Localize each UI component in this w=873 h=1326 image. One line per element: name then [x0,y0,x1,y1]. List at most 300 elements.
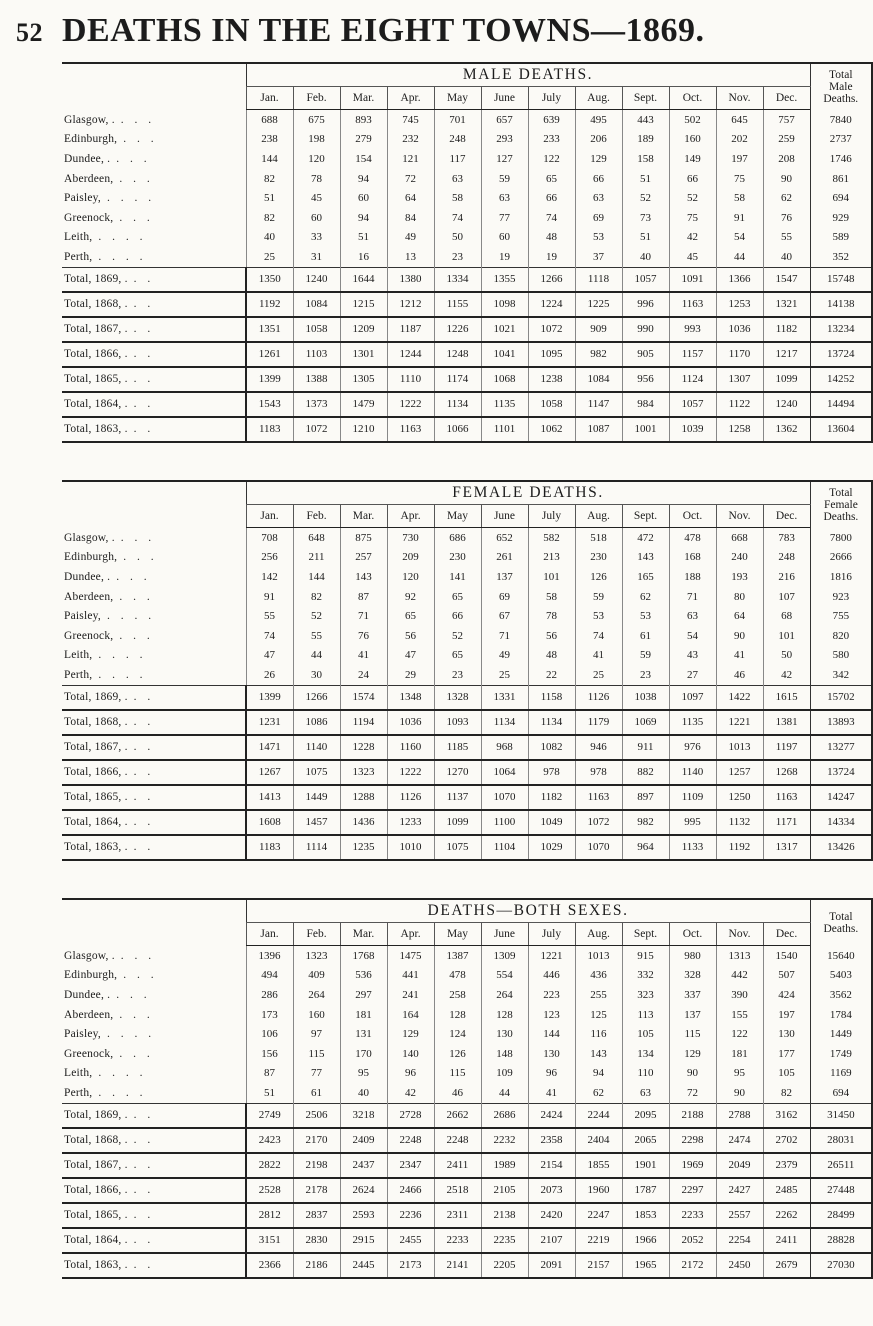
year-total-row [62,392,872,417]
month-value-cell: 67 [481,606,528,626]
month-value-cell: 82 [293,587,340,607]
month-value-cell: 2107 [528,1228,575,1253]
total-header-line: Male [828,80,853,93]
month-value-cell: 1087 [575,417,622,442]
month-value-cell: 1058 [528,392,575,417]
leader-dots: . . [133,323,155,336]
month-value-cell: 23 [434,665,481,685]
month-value-cell: 978 [575,760,622,785]
month-value-cell: 1010 [387,835,434,860]
row-label [62,710,246,735]
town-row [62,130,872,150]
month-value-cell: 155 [716,1005,763,1025]
leader-dots: . . . . [98,1086,147,1099]
month-value-cell: 248 [763,548,810,568]
row-total-cell: 929 [810,208,872,228]
year-total-row [62,1228,872,1253]
month-value-cell: 1305 [340,367,387,392]
month-value-cell: 1134 [481,710,528,735]
row-label-text: Total, 1866, . [64,766,128,779]
month-header: Nov. [716,505,763,528]
month-value-cell: 1240 [763,392,810,417]
month-value-cell: 1901 [622,1153,669,1178]
month-value-cell: 1171 [763,810,810,835]
month-value-cell: 1387 [434,946,481,966]
month-value-cell: 25 [246,247,293,267]
month-value-cell: 502 [669,110,716,130]
month-value-cell: 478 [669,528,716,548]
month-value-cell: 1069 [622,710,669,735]
month-value-cell: 142 [246,567,293,587]
row-label [62,1228,246,1253]
month-value-cell: 688 [246,110,293,130]
row-label-text: Total, 1867, . [64,1159,128,1172]
town-row [62,665,872,685]
month-value-cell: 1248 [434,342,481,367]
month-value-cell: 1540 [763,946,810,966]
month-value-cell: 1479 [340,392,387,417]
month-value-cell: 1075 [434,835,481,860]
month-value-cell: 1966 [622,1228,669,1253]
month-value-cell: 1226 [434,317,481,342]
month-value-cell: 48 [528,228,575,248]
month-value-cell: 123 [528,1005,575,1025]
month-header: Jan. [246,87,293,110]
month-value-cell: 1086 [293,710,340,735]
row-total-cell: 13426 [810,835,872,860]
month-value-cell: 409 [293,966,340,986]
row-label [62,1044,246,1064]
month-value-cell: 56 [387,626,434,646]
month-header: Nov. [716,87,763,110]
row-total-cell: 13277 [810,735,872,760]
month-value-cell: 90 [716,1083,763,1103]
total-column-header [810,899,872,946]
row-label-text: Dundee, . [64,152,111,165]
month-value-cell: 1644 [340,267,387,292]
month-value-cell: 91 [246,587,293,607]
row-label [62,735,246,760]
month-value-cell: 82 [763,1083,810,1103]
leader-dots: . . [133,1234,155,1247]
month-value-cell: 1183 [246,835,293,860]
month-value-cell: 1396 [246,946,293,966]
month-value-cell: 42 [763,665,810,685]
year-total-row [62,1203,872,1228]
month-value-cell: 1960 [575,1178,622,1203]
row-label [62,606,246,626]
month-value-cell: 75 [669,208,716,228]
month-value-cell: 137 [669,1005,716,1025]
row-total-cell: 27448 [810,1178,872,1203]
month-value-cell: 1182 [528,785,575,810]
month-value-cell: 19 [528,247,575,267]
month-value-cell: 101 [763,626,810,646]
page-title [16,12,786,50]
month-value-cell: 980 [669,946,716,966]
month-value-cell: 2837 [293,1203,340,1228]
table-title: FEMALE DEATHS. [246,481,810,505]
row-label-text: Aberdeen, [64,590,114,603]
month-value-cell: 1301 [340,342,387,367]
leader-dots: . . [133,791,155,804]
month-value-cell: 40 [763,247,810,267]
month-header: June [481,87,528,110]
month-value-cell: 2248 [387,1128,434,1153]
month-header: Mar. [340,505,387,528]
leader-dots: . . [133,1134,155,1147]
month-value-cell: 230 [434,548,481,568]
month-value-cell: 1155 [434,292,481,317]
month-value-cell: 1413 [246,785,293,810]
month-value-cell: 202 [716,130,763,150]
month-value-cell: 1267 [246,760,293,785]
month-value-cell: 507 [763,966,810,986]
month-value-cell: 968 [481,735,528,760]
month-value-cell: 134 [622,1044,669,1064]
month-value-cell: 2557 [716,1203,763,1228]
month-value-cell: 63 [622,1083,669,1103]
month-value-cell: 40 [622,247,669,267]
month-value-cell: 258 [434,985,481,1005]
year-total-row [62,1253,872,1278]
row-label [62,1203,246,1228]
month-value-cell: 116 [575,1024,622,1044]
month-value-cell: 197 [716,149,763,169]
month-value-cell: 909 [575,317,622,342]
year-total-row [62,317,872,342]
month-value-cell: 976 [669,735,716,760]
month-value-cell: 2141 [434,1253,481,1278]
month-value-cell: 2311 [434,1203,481,1228]
row-label [62,1083,246,1103]
month-value-cell: 1137 [434,785,481,810]
month-value-cell: 164 [387,1005,434,1025]
month-value-cell: 2173 [387,1253,434,1278]
month-value-cell: 1233 [387,810,434,835]
month-value-cell: 2466 [387,1178,434,1203]
month-value-cell: 2247 [575,1203,622,1228]
month-value-cell: 124 [434,1024,481,1044]
month-value-cell: 60 [293,208,340,228]
month-value-cell: 181 [340,1005,387,1025]
month-value-cell: 107 [763,587,810,607]
month-value-cell: 1124 [669,367,716,392]
town-row [62,548,872,568]
month-value-cell: 1266 [528,267,575,292]
month-value-cell: 652 [481,528,528,548]
row-label-text: Perth, [64,1086,93,1099]
row-total-cell: 589 [810,228,872,248]
month-value-cell: 1099 [434,810,481,835]
town-row [62,626,872,646]
month-value-cell: 1853 [622,1203,669,1228]
month-value-cell: 120 [387,567,434,587]
month-header: May [434,923,481,946]
month-value-cell: 3218 [340,1103,387,1128]
month-header: Dec. [763,87,810,110]
row-label-text: Total, 1869, . [64,691,128,704]
row-label [62,367,246,392]
month-value-cell: 59 [575,587,622,607]
month-value-cell: 96 [528,1064,575,1084]
month-value-cell: 61 [293,1083,340,1103]
month-value-cell: 1001 [622,417,669,442]
month-value-cell: 65 [387,606,434,626]
month-value-cell: 197 [763,1005,810,1025]
month-value-cell: 1222 [387,760,434,785]
month-value-cell: 1235 [340,835,387,860]
month-value-cell: 1066 [434,417,481,442]
month-value-cell: 436 [575,966,622,986]
year-total-row [62,760,872,785]
month-value-cell: 64 [716,606,763,626]
month-value-cell: 130 [763,1024,810,1044]
month-value-cell: 63 [434,169,481,189]
leader-dots: . . . . [106,192,156,205]
row-total-cell: 861 [810,169,872,189]
month-header: Jan. [246,505,293,528]
month-value-cell: 1084 [575,367,622,392]
month-value-cell: 1114 [293,835,340,860]
row-label [62,188,246,208]
month-value-cell: 160 [293,1005,340,1025]
month-value-cell: 1103 [293,342,340,367]
month-value-cell: 2679 [763,1253,810,1278]
month-value-cell: 95 [340,1064,387,1084]
town-row [62,1064,872,1084]
month-header: Apr. [387,923,434,946]
leader-dots: . . . [119,172,154,185]
month-value-cell: 1126 [575,685,622,710]
row-label-text: Glasgow, . [64,113,115,126]
month-value-cell: 1436 [340,810,387,835]
month-value-cell: 2233 [669,1203,716,1228]
month-value-cell: 40 [246,228,293,248]
leader-dots: . . . . [98,231,147,244]
month-value-cell: 645 [716,110,763,130]
month-value-cell: 443 [622,110,669,130]
month-value-cell: 75 [716,169,763,189]
row-label-text: Total, 1869, . [64,1109,128,1122]
month-value-cell: 238 [246,130,293,150]
row-total-cell: 580 [810,646,872,666]
row-label-text: Leith, [64,1067,93,1080]
month-value-cell: 52 [622,188,669,208]
month-value-cell: 122 [716,1024,763,1044]
month-value-cell: 2138 [481,1203,528,1228]
month-value-cell: 996 [622,292,669,317]
month-header: July [528,505,575,528]
month-value-cell: 3151 [246,1228,293,1253]
deaths-table [62,898,873,1279]
month-value-cell: 72 [387,169,434,189]
town-row [62,1005,872,1025]
month-value-cell: 44 [716,247,763,267]
month-value-cell: 1209 [340,317,387,342]
row-label [62,1064,246,1084]
month-header: Aug. [575,87,622,110]
row-label-text: Greenock, [64,1047,114,1060]
month-value-cell: 177 [763,1044,810,1064]
month-value-cell: 2188 [669,1103,716,1128]
month-value-cell: 494 [246,966,293,986]
month-value-cell: 1221 [528,946,575,966]
month-value-cell: 25 [575,665,622,685]
month-value-cell: 2095 [622,1103,669,1128]
month-value-cell: 198 [293,130,340,150]
month-value-cell: 255 [575,985,622,1005]
row-label [62,208,246,228]
month-value-cell: 115 [434,1064,481,1084]
month-value-cell: 40 [340,1083,387,1103]
row-total-cell: 27030 [810,1253,872,1278]
month-value-cell: 2073 [528,1178,575,1203]
row-label [62,567,246,587]
town-row [62,606,872,626]
month-value-cell: 101 [528,567,575,587]
month-value-cell: 1187 [387,317,434,342]
month-value-cell: 1307 [716,367,763,392]
month-value-cell: 233 [528,130,575,150]
month-value-cell: 1399 [246,367,293,392]
month-value-cell: 2424 [528,1103,575,1128]
month-value-cell: 2411 [763,1228,810,1253]
row-label [62,292,246,317]
month-value-cell: 1072 [293,417,340,442]
month-value-cell: 170 [340,1044,387,1064]
row-total-cell: 7800 [810,528,872,548]
month-value-cell: 2528 [246,1178,293,1203]
month-value-cell: 2052 [669,1228,716,1253]
town-row [62,1083,872,1103]
month-header: May [434,505,481,528]
month-value-cell: 66 [434,606,481,626]
month-value-cell: 1608 [246,810,293,835]
month-value-cell: 129 [387,1024,434,1044]
deaths-table [62,62,873,443]
month-value-cell: 2686 [481,1103,528,1128]
month-value-cell: 78 [528,606,575,626]
month-value-cell: 37 [575,247,622,267]
month-value-cell: 2049 [716,1153,763,1178]
month-value-cell: 58 [716,188,763,208]
town-row [62,228,872,248]
month-value-cell: 41 [528,1083,575,1103]
month-value-cell: 216 [763,567,810,587]
month-header: Aug. [575,923,622,946]
month-value-cell: 1855 [575,1153,622,1178]
month-value-cell: 94 [340,169,387,189]
total-header-line: Female [823,498,858,511]
month-value-cell: 1253 [716,292,763,317]
month-value-cell: 2232 [481,1128,528,1153]
row-label [62,548,246,568]
month-header: Feb. [293,923,340,946]
month-value-cell: 1170 [716,342,763,367]
month-value-cell: 1380 [387,267,434,292]
month-value-cell: 441 [387,966,434,986]
total-header-line: Total [829,910,853,923]
month-value-cell: 51 [246,188,293,208]
month-value-cell: 1036 [716,317,763,342]
row-label [62,110,246,130]
month-value-cell: 2186 [293,1253,340,1278]
month-value-cell: 1084 [293,292,340,317]
row-label [62,1005,246,1025]
month-value-cell: 58 [528,587,575,607]
month-value-cell: 1091 [669,267,716,292]
town-row [62,149,872,169]
month-value-cell: 90 [716,626,763,646]
leader-dots: . . . [119,1047,154,1060]
month-value-cell: 582 [528,528,575,548]
row-total-cell: 28031 [810,1128,872,1153]
month-value-cell: 264 [481,985,528,1005]
month-value-cell: 1158 [528,685,575,710]
row-label [62,685,246,710]
month-value-cell: 1574 [340,685,387,710]
row-label-text: Total, 1863, . [64,1259,128,1272]
total-header-line: Total [829,68,853,81]
month-value-cell: 56 [528,626,575,646]
row-total-cell: 923 [810,587,872,607]
month-value-cell: 1135 [481,392,528,417]
month-value-cell: 1615 [763,685,810,710]
leader-dots: . . [133,1259,155,1272]
leader-dots: . . . [120,949,156,962]
month-value-cell: 1355 [481,267,528,292]
month-value-cell: 1965 [622,1253,669,1278]
month-value-cell: 1313 [716,946,763,966]
month-value-cell: 730 [387,528,434,548]
row-label-text: Total, 1865, . [64,373,128,386]
row-total-cell: 694 [810,1083,872,1103]
female-deaths-table [62,480,859,861]
month-value-cell: 1099 [763,367,810,392]
row-label-text: Paisley, [64,610,101,623]
total-header-line: Deaths. [823,510,859,523]
row-total-cell: 13234 [810,317,872,342]
month-value-cell: 1266 [293,685,340,710]
month-value-cell: 1231 [246,710,293,735]
row-label-text: Total, 1864, . [64,398,128,411]
month-value-cell: 2420 [528,1203,575,1228]
month-value-cell: 188 [669,567,716,587]
month-header: Oct. [669,505,716,528]
month-value-cell: 46 [716,665,763,685]
month-value-cell: 1163 [575,785,622,810]
month-value-cell: 2624 [340,1178,387,1203]
month-value-cell: 55 [293,626,340,646]
month-value-cell: 223 [528,985,575,1005]
month-value-cell: 25 [481,665,528,685]
month-value-cell: 71 [340,606,387,626]
month-value-cell: 2154 [528,1153,575,1178]
month-value-cell: 24 [340,665,387,685]
year-total-row [62,292,872,317]
row-label-text: Total, 1865, . [64,1209,128,1222]
month-value-cell: 1381 [763,710,810,735]
month-value-cell: 1323 [340,760,387,785]
row-label-text: Glasgow, . [64,949,115,962]
row-total-cell: 15748 [810,267,872,292]
month-value-cell: 1147 [575,392,622,417]
month-value-cell: 74 [434,208,481,228]
month-value-cell: 127 [481,149,528,169]
month-value-cell: 1261 [246,342,293,367]
month-value-cell: 52 [669,188,716,208]
